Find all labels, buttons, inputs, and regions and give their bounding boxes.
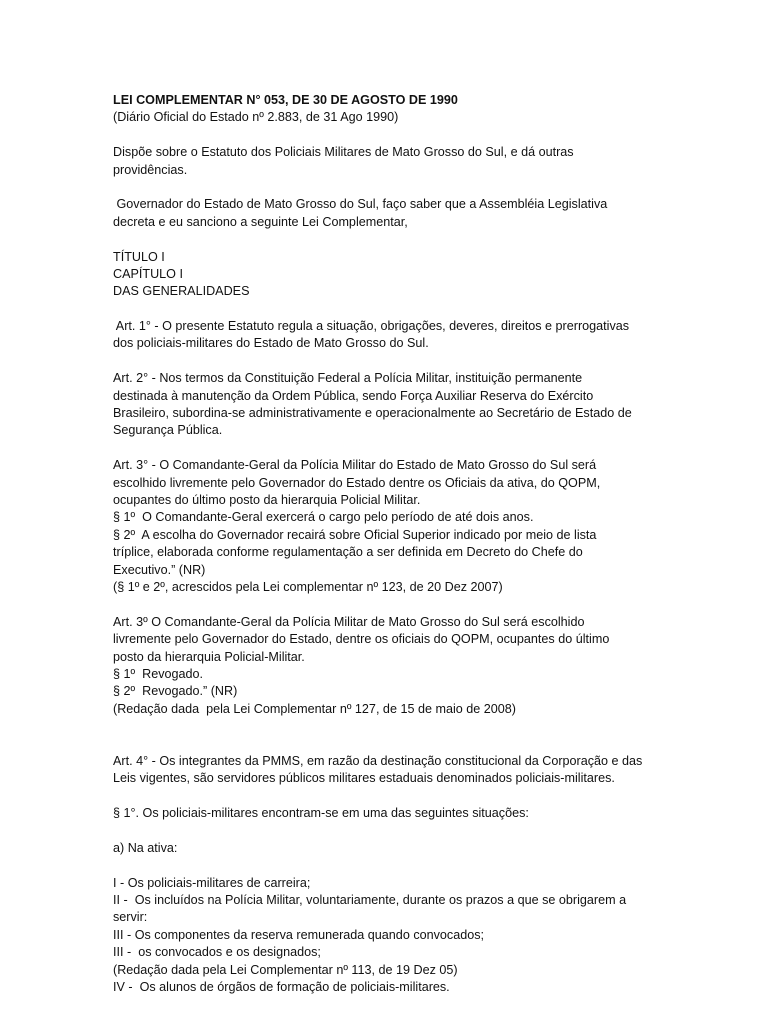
article-line: posto da hierarquia Policial-Militar.: [113, 649, 305, 664]
publication-source: (Diário Oficial do Estado nº 2.883, de 31 Ago 1990): [113, 110, 399, 125]
section-headings: [113, 249, 658, 301]
article-line: Art. 3º O Comandante-Geral da Polícia Militar de Mato Grosso do Sul será escolhido: [113, 614, 585, 629]
list-item: II - Os incluídos na Polícia Militar, voluntariamente, durante os prazos a que se obrigarem a: [113, 892, 627, 907]
list-item: servir:: [113, 910, 148, 925]
list-item: III - os convocados e os designados;: [113, 945, 321, 960]
article-3-version-2007: [113, 457, 658, 596]
paragraph-line: Executivo.” (NR): [113, 562, 206, 577]
article-3-version-2008: [113, 614, 658, 718]
list-item: IV - Os alunos de órgãos de formação de policiais-militares.: [113, 979, 450, 994]
article-line: livremente pelo Governador do Estado, dentre os oficiais do QOPM, ocupantes do último: [113, 632, 610, 647]
article-4-items: [113, 875, 658, 997]
article-2: [113, 370, 658, 440]
paragraph-line: tríplice, elaborada conforme regulamentação a ser definida em Decreto do Chefe do: [113, 545, 583, 560]
amendment-note: (Redação dada pela Lei Complementar nº 113, de 19 Dez 05): [113, 962, 458, 977]
law-summary: [113, 144, 658, 179]
summary-line: providências.: [113, 162, 188, 177]
paragraph-line: § 1º Revogado.: [113, 666, 204, 681]
article-line: Art. 4° - Os integrantes da PMMS, em razão da destinação constitucional da Corporação e das: [113, 753, 643, 768]
article-line: Segurança Pública.: [113, 423, 223, 438]
article-4-paragraph-1: § 1°. Os policiais-militares encontram-se em uma das seguintes situações:: [113, 806, 529, 821]
article-line: escolhido livremente pelo Governador do Estado dentre os Oficiais da ativa, do QOPM,: [113, 475, 601, 490]
title-heading: TÍTULO I: [113, 249, 165, 264]
chapter-heading: CAPÍTULO I: [113, 266, 183, 281]
article-line: destinada à manutenção da Ordem Pública, sendo Força Auxiliar Reserva do Exército: [113, 388, 594, 403]
article-line: Art. 3° - O Comandante-Geral da Polícia Militar do Estado de Mato Grosso do Sul será: [113, 458, 597, 473]
paragraph-line: § 1º O Comandante-Geral exercerá o cargo pelo período de até dois anos.: [113, 510, 534, 525]
amendment-note: (§ 1º e 2º, acrescidos pela Lei complementar nº 123, de 20 Dez 2007): [113, 579, 503, 594]
law-title: LEI COMPLEMENTAR N° 053, DE 30 DE AGOSTO DE 1990: [113, 93, 458, 107]
article-line: ocupantes do último posto da hierarquia Policial Militar.: [113, 492, 421, 507]
law-preamble: [113, 196, 658, 231]
paragraph-line: § 2º Revogado.” (NR): [113, 684, 238, 699]
amendment-note: (Redação dada pela Lei Complementar nº 127, de 15 de maio de 2008): [113, 701, 516, 716]
article-4-item-a: a) Na ativa:: [113, 840, 178, 855]
list-item: I - Os policiais-militares de carreira;: [113, 875, 311, 890]
article-line: dos policiais-militares do Estado de Mato Grosso do Sul.: [113, 336, 429, 351]
list-item: III - Os componentes da reserva remunerada quando convocados;: [113, 927, 485, 942]
article-line: Art. 2° - Nos termos da Constituição Federal a Polícia Militar, instituição permanente: [113, 371, 583, 386]
document-page: [113, 92, 658, 996]
preamble-line: decreta e eu sanciono a seguinte Lei Complementar,: [113, 214, 408, 229]
preamble-line: Governador do Estado de Mato Grosso do Sul, faço saber que a Assembléia Legislativa: [113, 197, 608, 212]
article-line: Leis vigentes, são servidores públicos militares estaduais denominados policiais-militares.: [113, 771, 615, 786]
article-1: [113, 318, 658, 353]
summary-line: Dispõe sobre o Estatuto dos Policiais Militares de Mato Grosso do Sul, e dá outras: [113, 145, 574, 160]
paragraph-line: § 2º A escolha do Governador recairá sobre Oficial Superior indicado por meio de lista: [113, 527, 597, 542]
article-4: [113, 753, 658, 788]
article-line: Brasileiro, subordina-se administrativamente e operacionalmente ao Secretário de Estado de: [113, 406, 632, 421]
article-line: Art. 1° - O presente Estatuto regula a situação, obrigações, deveres, direitos e prerrogativas: [113, 319, 630, 334]
chapter-name: DAS GENERALIDADES: [113, 284, 250, 299]
